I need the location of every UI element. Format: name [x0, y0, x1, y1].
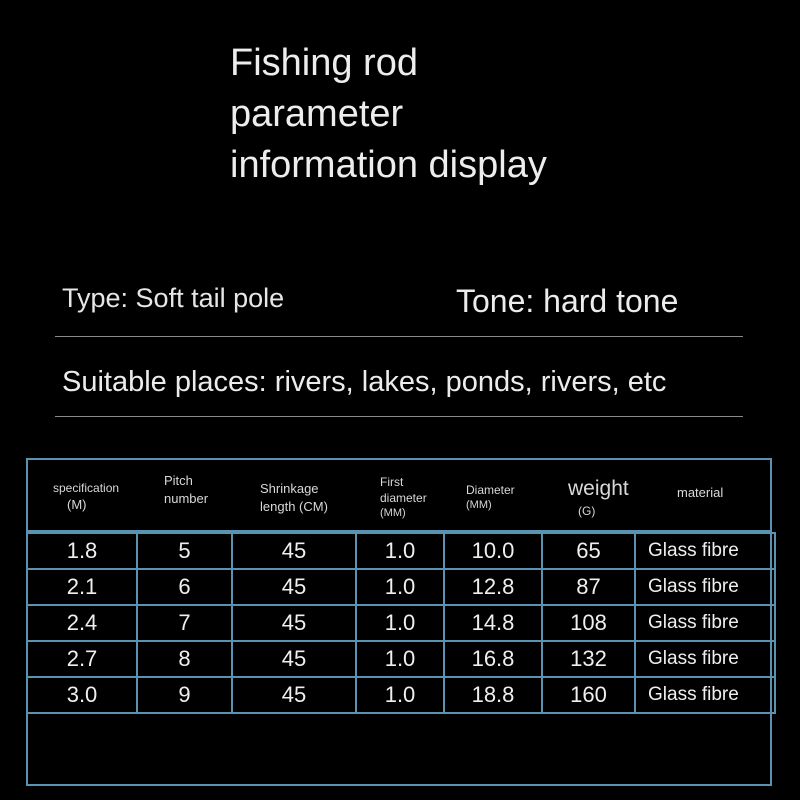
header-first-diameter: First diameter (MM) — [380, 475, 427, 520]
cell-diameter: 14.8 — [444, 605, 542, 641]
cell-shrinkage-length: 45 — [232, 677, 356, 713]
header-weight: weight (G) — [568, 477, 629, 519]
cell-first-diameter: 1.0 — [356, 641, 444, 677]
cell-pitch-number: 7 — [137, 605, 232, 641]
title-line-1: Fishing rod — [230, 42, 418, 84]
cell-diameter: 16.8 — [444, 641, 542, 677]
cell-specification: 2.7 — [27, 641, 137, 677]
cell-pitch-number: 8 — [137, 641, 232, 677]
cell-diameter: 12.8 — [444, 569, 542, 605]
page-title — [230, 38, 650, 191]
cell-specification: 2.1 — [27, 569, 137, 605]
cell-material: Glass fibre — [635, 569, 775, 605]
tone-label: Tone: hard tone — [456, 283, 679, 319]
cell-diameter: 18.8 — [444, 677, 542, 713]
type-label: Type: Soft tail pole — [62, 283, 285, 313]
cell-weight: 87 — [542, 569, 635, 605]
cell-specification: 3.0 — [27, 677, 137, 713]
cell-pitch-number: 9 — [137, 677, 232, 713]
table-row — [27, 677, 775, 713]
table-row — [27, 641, 775, 677]
cell-weight: 160 — [542, 677, 635, 713]
divider-bottom — [55, 416, 743, 417]
header-shrinkage-length: Shrinkage length (CM) — [260, 481, 328, 514]
cell-shrinkage-length: 45 — [232, 533, 356, 569]
divider-top — [55, 336, 743, 337]
cell-pitch-number: 5 — [137, 533, 232, 569]
title-line-3: information display — [230, 144, 547, 186]
cell-shrinkage-length: 45 — [232, 641, 356, 677]
cell-material: Glass fibre — [635, 533, 775, 569]
spec-table — [26, 532, 776, 714]
cell-specification: 2.4 — [27, 605, 137, 641]
cell-material: Glass fibre — [635, 677, 775, 713]
title-line-2: parameter — [230, 93, 404, 135]
header-specification: specification (M) — [53, 481, 120, 513]
cell-specification: 1.8 — [27, 533, 137, 569]
header-diameter: Diameter (MM) — [466, 483, 515, 512]
table-row — [27, 605, 775, 641]
table-row — [27, 569, 775, 605]
header-pitch-number: Pitch number — [164, 473, 209, 506]
cell-shrinkage-length: 45 — [232, 605, 356, 641]
suitable-places-label: Suitable places: rivers, lakes, ponds, rivers, etc — [62, 366, 667, 398]
cell-material: Glass fibre — [635, 605, 775, 641]
table-row — [27, 533, 775, 569]
cell-shrinkage-length: 45 — [232, 569, 356, 605]
cell-first-diameter: 1.0 — [356, 677, 444, 713]
cell-weight: 65 — [542, 533, 635, 569]
cell-pitch-number: 6 — [137, 569, 232, 605]
cell-first-diameter: 1.0 — [356, 533, 444, 569]
cell-material: Glass fibre — [635, 641, 775, 677]
cell-weight: 108 — [542, 605, 635, 641]
cell-first-diameter: 1.0 — [356, 605, 444, 641]
cell-first-diameter: 1.0 — [356, 569, 444, 605]
cell-weight: 132 — [542, 641, 635, 677]
header-material: material — [677, 485, 724, 500]
cell-diameter: 10.0 — [444, 533, 542, 569]
